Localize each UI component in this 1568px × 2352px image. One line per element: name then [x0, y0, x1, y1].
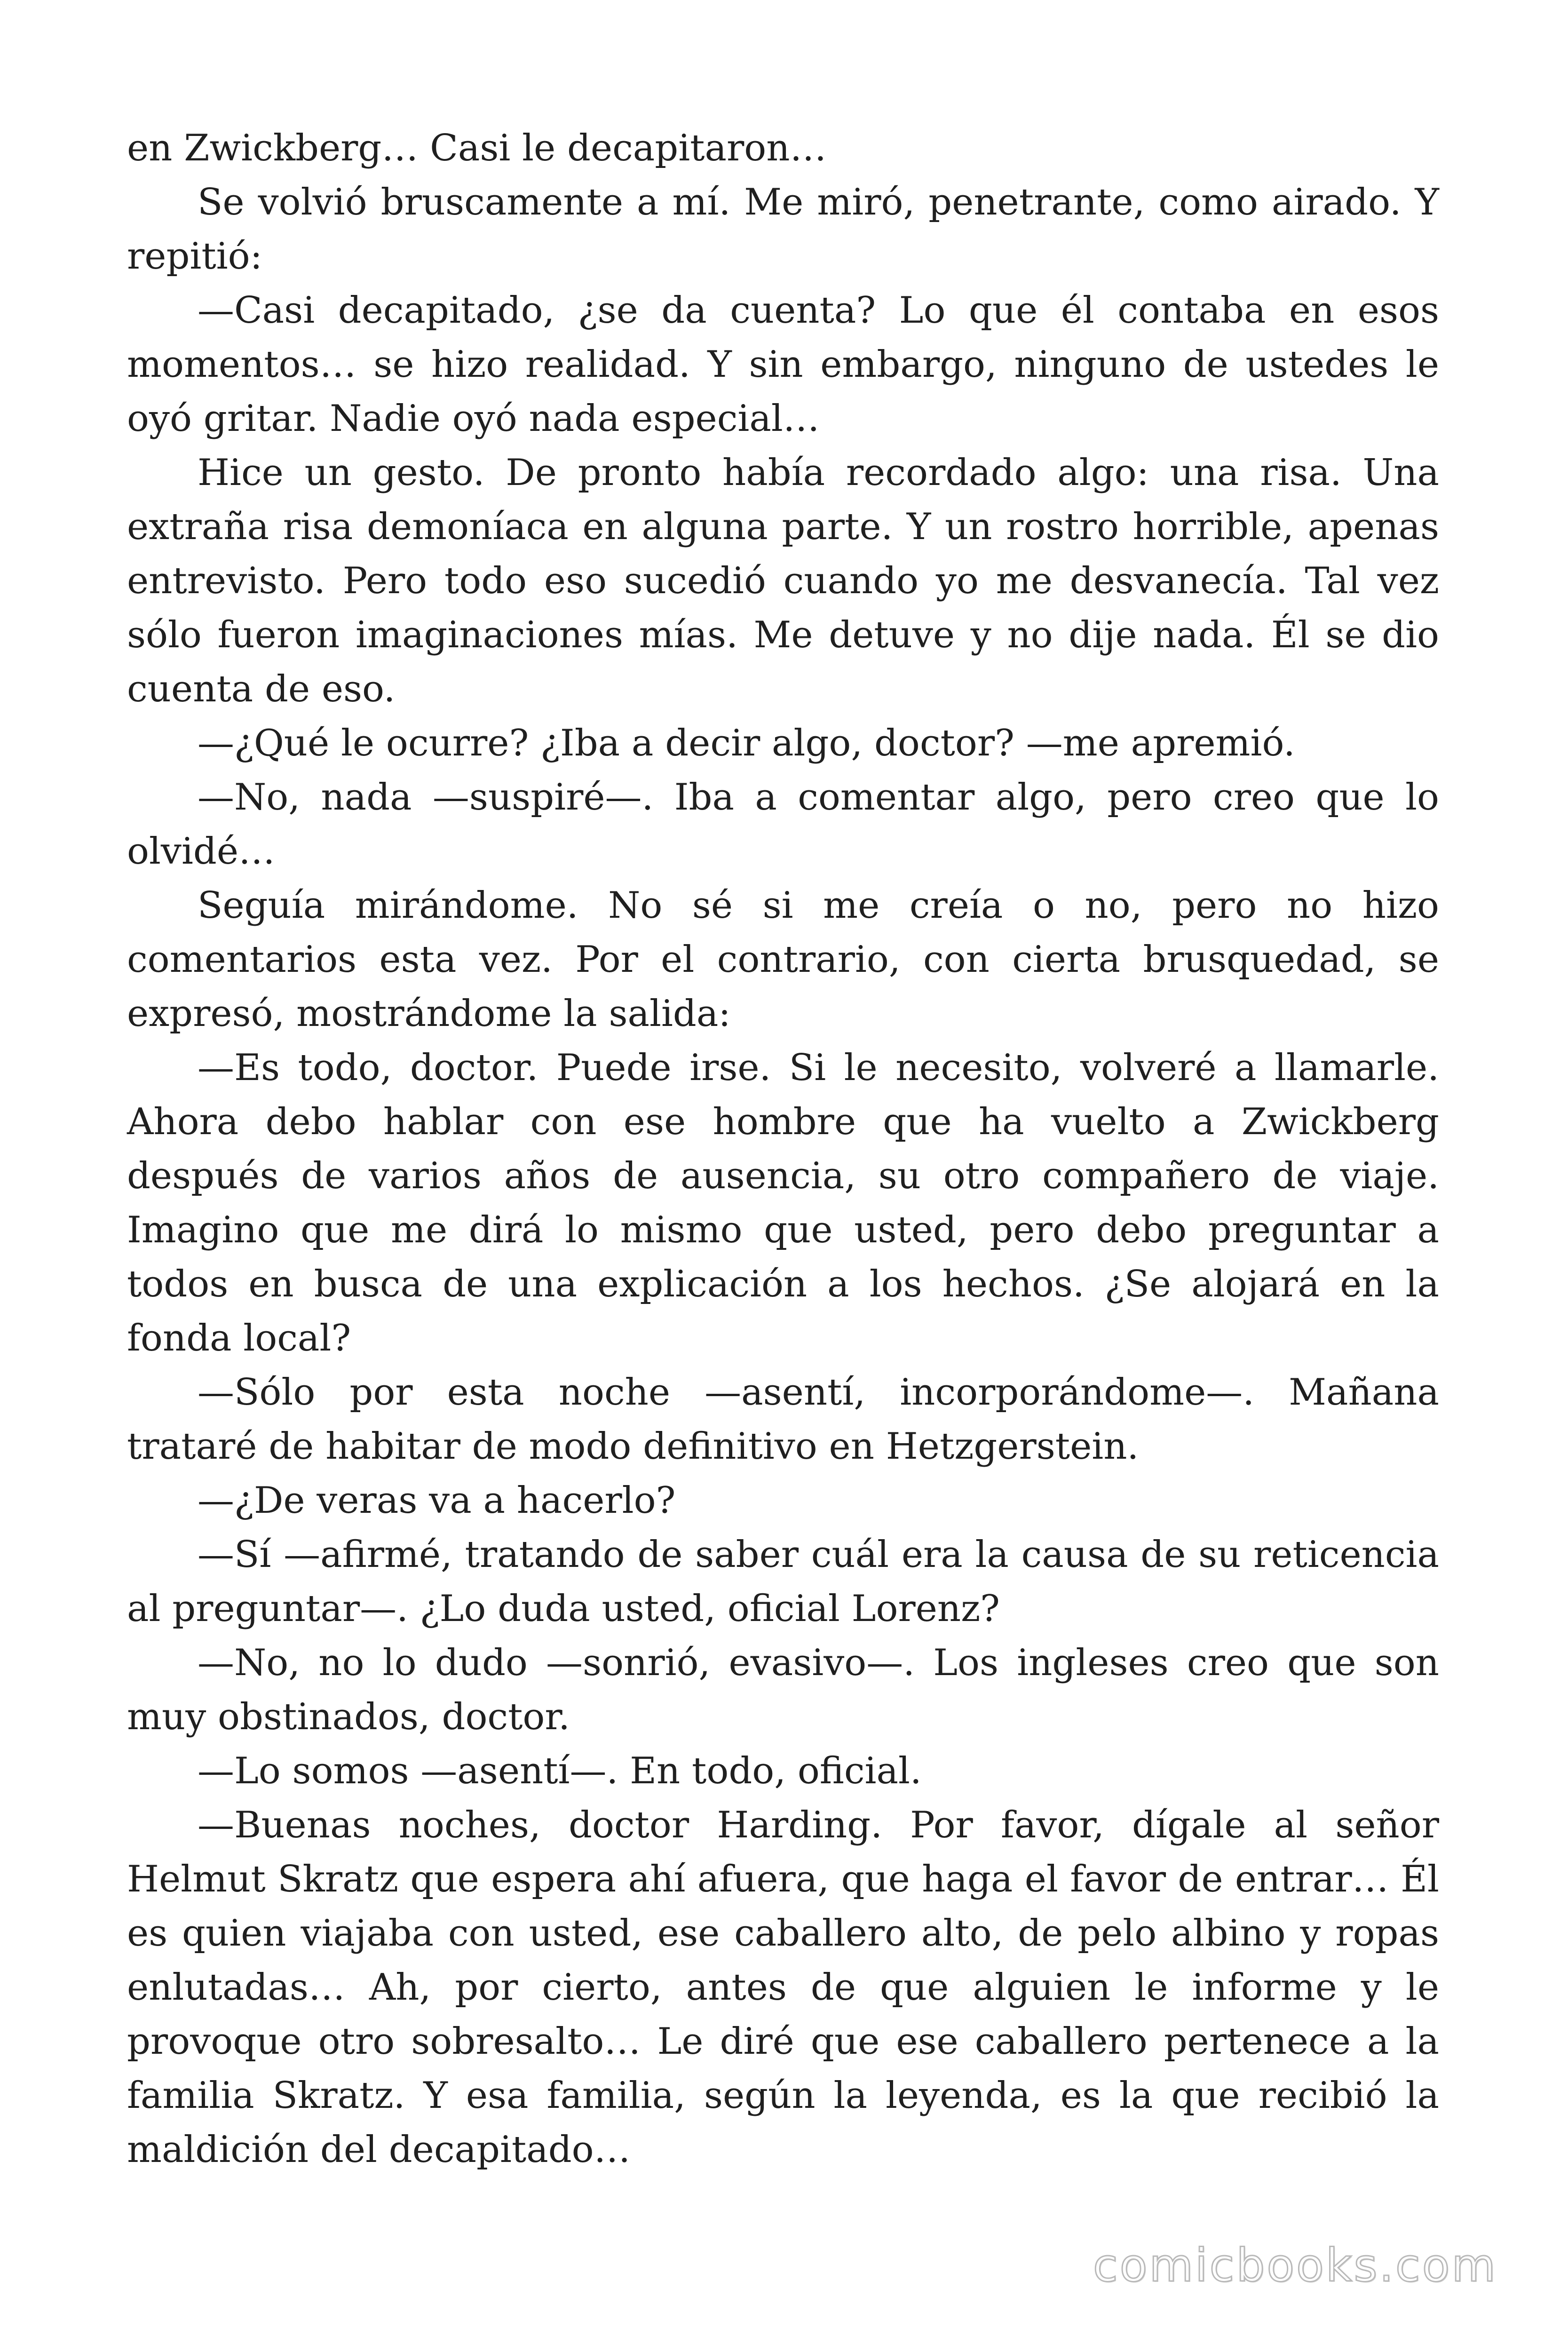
watermark: comicbooks.com [1093, 2239, 1497, 2292]
paragraph-2: Se volvió bruscamente a mí. Me miró, penetrante, como airado. Y repitió: [127, 181, 1439, 278]
paragraph-8: —Es todo, doctor. Puede irse. Si le necesito, volveré a llamarle. Ahora debo hablar con ese hombre que ha vuelto a Zwickberg después de varios años de ausencia, su otro compañero de viaje. Imagino que me dirá lo mismo que usted, pero debo preguntar a todos en busca de una explicación a los hechos. ¿Se alojará en la fonda local? [127, 1047, 1439, 1359]
paragraph-9: —Sólo por esta noche —asentí, incorporándome—. Mañana trataré de habitar de modo definitivo en Hetzgerstein. [127, 1371, 1439, 1468]
paragraph-1: en Zwickberg… Casi le decapitaron… [127, 127, 827, 169]
paragraph-7: Seguía mirándome. No sé si me creía o no, pero no hizo comentarios esta vez. Por el contrario, con cierta brusquedad, se expresó, mostrándome la salida: [127, 884, 1439, 1035]
paragraph-10: —¿De veras va a hacerlo? [198, 1479, 676, 1522]
paragraph-6: —No, nada —suspiré—. Iba a comentar algo, pero creo que lo olvidé… [127, 776, 1439, 873]
paragraph-12: —No, no lo dudo —sonrió, evasivo—. Los ingleses creo que son muy obstinados, doctor. [127, 1642, 1439, 1738]
paragraph-14: —Buenas noches, doctor Harding. Por favor, dígale al señor Helmut Skratz que espera ahí afuera, que haga el favor de entrar… Él es quien viajaba con usted, ese caballero alto, de pelo albino y ropas enlutadas… Ah, por cierto, antes de que alguien le informe y le provoque otro sobresalto… Le diré que ese caballero pertenece a la familia Skratz. Y esa familia, según la leyenda, es la que recibió la maldición del decapitado… [127, 1804, 1439, 2171]
paragraph-3: —Casi decapitado, ¿se da cuenta? Lo que él contaba en esos momentos… se hizo realidad. Y sin embargo, ninguno de ustedes le oyó gritar. Nadie oyó nada especial… [127, 289, 1439, 440]
paragraph-5: —¿Qué le ocurre? ¿Iba a decir algo, doctor? —me apremió. [198, 722, 1295, 764]
paragraph-13: —Lo somos —asentí—. En todo, oficial. [198, 1750, 922, 1792]
paragraph-11: —Sí —afirmé, tratando de saber cuál era la causa de su reticencia al preguntar—. ¿Lo duda usted, oficial Lorenz? [127, 1534, 1439, 1630]
paragraph-4: Hice un gesto. De pronto había recordado algo: una risa. Una extraña risa demoníaca en alguna parte. Y un rostro horrible, apenas entrevisto. Pero todo eso sucedió cuando yo me desvanecía. Tal vez sólo fueron imaginaciones mías. Me detuve y no dije nada. Él se dio cuenta de eso. [127, 452, 1439, 710]
body-text [127, 121, 1439, 2177]
